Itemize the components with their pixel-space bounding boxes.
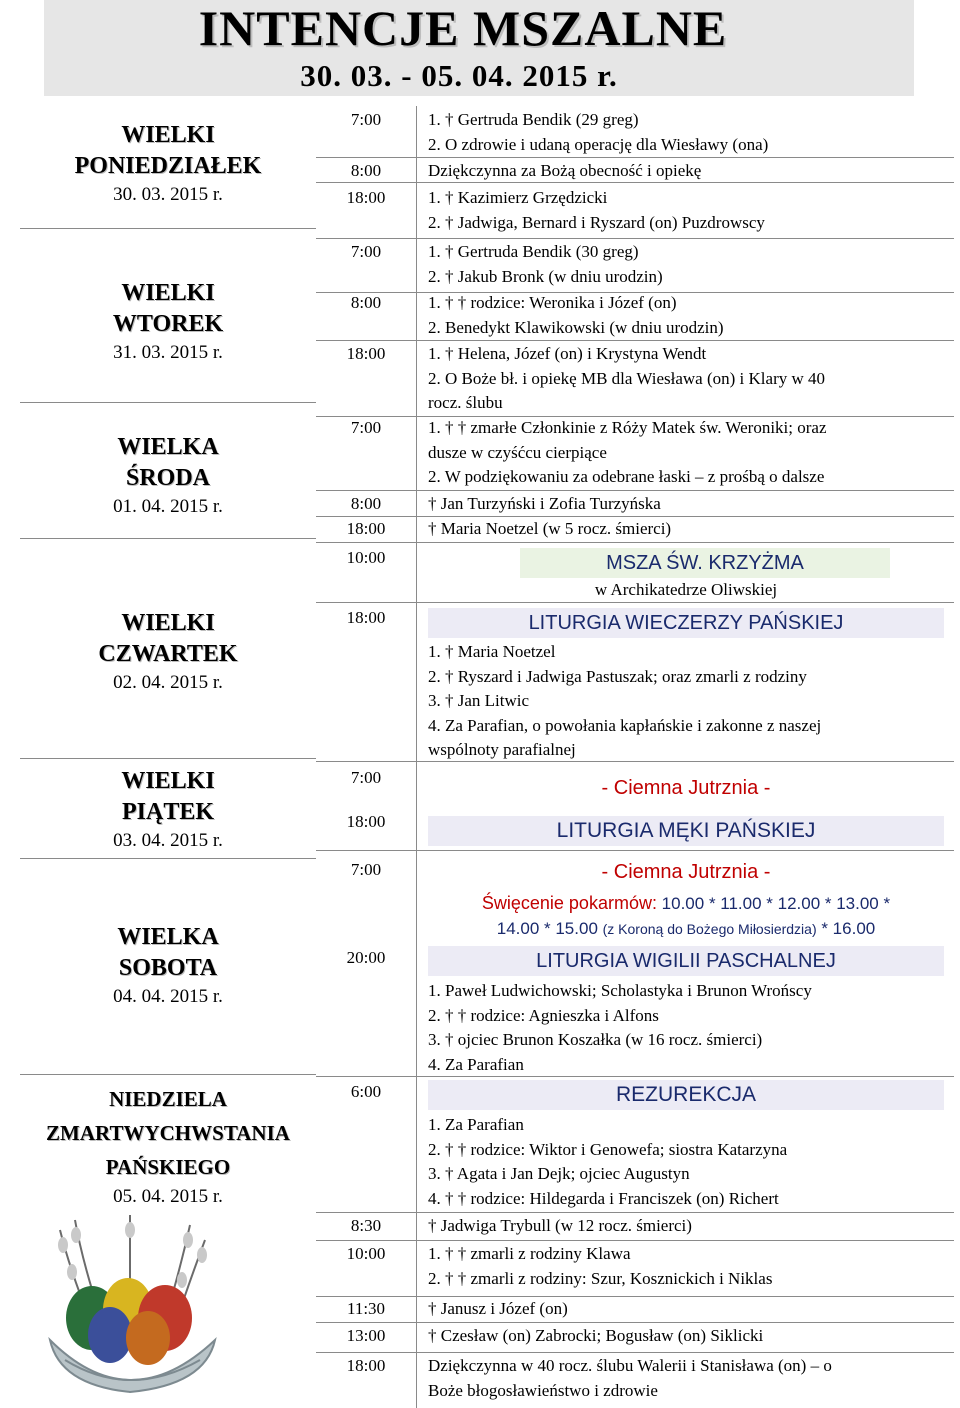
intention-line: † Janusz i Józef (on) [428, 1299, 568, 1318]
day-name: ŚRODA [125, 465, 210, 491]
schedule [316, 106, 954, 1408]
mass-time: 18:00 [346, 608, 386, 627]
mass-time: 8:30 [350, 1216, 382, 1235]
intention-line: 2. † † rodzice: Wiktor i Genowefa; siostra Katarzyna [428, 1139, 788, 1159]
liturgy-banner: LITURGIA MĘKI PAŃSKIEJ [428, 816, 944, 846]
day-name: WIELKI [121, 768, 215, 794]
day-name: PAŃSKIEGO [105, 1155, 231, 1179]
mass-time: 7:00 [350, 860, 382, 879]
day-date: 01. 04. 2015 r. [113, 496, 223, 517]
date-range: 30. 03. - 05. 04. 2015 r. [300, 58, 618, 93]
intention-line: 2. † Jadwiga, Bernard i Ryszard (on) Puzdrowscy [428, 212, 765, 232]
page-title: INTENCJE MSZALNE [198, 0, 728, 56]
intention-line: Boże błogosławieństwo i zdrowie [428, 1380, 658, 1400]
day-date: 05. 04. 2015 r. [113, 1186, 223, 1207]
day-date: 31. 03. 2015 r. [113, 342, 223, 363]
intention-line: † Jan Turzyński i Zofia Turzyńska [428, 494, 661, 513]
intention-line: 2. O Boże bł. i opiekę MB dla Wiesława (on) i Klary w 40 [428, 368, 826, 388]
intention-line: 2. † † zmarli z rodziny: Szur, Kosznickich i Niklas [428, 1268, 773, 1288]
mass-time: 13:00 [346, 1326, 386, 1345]
intention-line: † Maria Noetzel (w 5 rocz. śmierci) [428, 519, 672, 538]
intention-line: 3. † Agata i Jan Dejk; ojciec Augustyn [428, 1164, 690, 1183]
mass-time: 7:00 [350, 768, 382, 787]
liturgy-banner: LITURGIA WIGILII PASCHALNEJ [428, 946, 944, 976]
blessing-hours: 14.00 * 15.00 [496, 918, 603, 938]
day-name: WIELKI [121, 610, 215, 636]
mass-time: 20:00 [346, 948, 386, 967]
intention-line: rocz. ślubu [428, 393, 503, 412]
intention-line: 2. † † rodzice: Agnieszka i Alfons [428, 1005, 659, 1025]
intention-line: Dziękczynna w 40 rocz. ślubu Walerii i Stanisława (on) – o [428, 1356, 832, 1375]
mass-time: 8:00 [350, 494, 382, 513]
intention-line: † Jadwiga Trybull (w 12 rocz. śmierci) [428, 1216, 692, 1235]
day-name: WIELKI [121, 122, 215, 148]
day-name: SOBOTA [118, 955, 218, 981]
mass-time: 18:00 [346, 1356, 386, 1375]
header [44, 0, 914, 96]
mass-time: 7:00 [350, 110, 382, 129]
day-name: WIELKA [117, 924, 219, 950]
mass-time: 8:00 [350, 161, 382, 180]
intention-line: 4. Za Parafian, o powołania kapłańskie i zakonne z naszej [428, 715, 822, 735]
intention-line: 4. † † rodzice: Hildegarda i Franciszek (on) Richert [428, 1188, 779, 1208]
day-tuesday [20, 278, 316, 403]
tenebrae-banner: - Ciemna Jutrznia - [601, 777, 771, 799]
mass-location: w Archikatedrze Oliwskiej [594, 580, 778, 599]
intention-line: 4. Za Parafian [428, 1054, 524, 1074]
intention-line: 2. † Jakub Bronk (w dniu urodzin) [428, 266, 663, 286]
intention-line: 2. † Ryszard i Jadwiga Pastuszak; oraz zmarli z rodziny [428, 666, 807, 686]
day-name: WIELKI [121, 280, 215, 306]
day-name: ZMARTWYCHWSTANIA [46, 1121, 290, 1145]
resurrection-banner: REZUREKCJA [428, 1080, 944, 1110]
day-name: NIEDZIELA [109, 1087, 227, 1111]
day-name: CZWARTEK [98, 641, 238, 667]
intention-line: 1. † † zmarli z rodziny Klawa [428, 1244, 631, 1263]
intention-line: † Czesław (on) Zabrocki; Bogusław (on) Siklicki [428, 1326, 764, 1345]
mass-time: 11:30 [346, 1299, 386, 1318]
day-date: 02. 04. 2015 r. [113, 672, 223, 693]
mass-time: 18:00 [346, 812, 386, 831]
blessing-hours: * 16.00 [816, 918, 876, 938]
intention-line: 1. † Maria Noetzel [428, 642, 556, 661]
intention-line: 2. O zdrowie i udaną operację dla Wiesławy (ona) [428, 134, 769, 154]
blessing-hours: 10.00 * 11.00 * 12.00 * 13.00 * [656, 894, 891, 913]
mass-time: 7:00 [350, 242, 382, 261]
mass-time: 18:00 [346, 344, 386, 363]
intention-line: 1. † Gertruda Bendik (30 greg) [428, 242, 639, 261]
day-name: WTOREK [112, 311, 224, 337]
day-date: 04. 04. 2015 r. [113, 986, 223, 1007]
intention-line: 1. † † zmarłe Członkinie z Róży Matek św. Weroniki; oraz [428, 418, 827, 437]
mass-time: 8:00 [350, 293, 382, 312]
intention-line: 2. Benedykt Klawikowski (w dniu urodzin) [428, 317, 724, 337]
intention-line: 1. † † rodzice: Weronika i Józef (on) [428, 293, 677, 312]
blessing-label: Święcenie pokarmów: [481, 893, 657, 913]
intention-line: 2. W podziękowaniu za odebrane łaski – z prośbą o dalsze [428, 467, 825, 486]
mass-time: 10:00 [346, 548, 386, 567]
day-thursday [20, 608, 316, 759]
day-saturday [20, 922, 316, 1075]
day-sunday [20, 1082, 316, 1212]
intention-line: 1. Za Parafian [428, 1115, 524, 1134]
day-name: PONIEDZIAŁEK [74, 153, 262, 179]
mass-time: 18:00 [346, 519, 386, 538]
intention-line: dusze w czyśćcu cierpiące [428, 442, 607, 462]
mass-time: 6:00 [350, 1082, 382, 1101]
intention-line: 1. Paweł Ludwichowski; Scholastyka i Brunon Wrońscy [428, 981, 812, 1000]
easter-eggs-basket-icon [30, 1210, 230, 1405]
day-date: 03. 04. 2015 r. [113, 830, 223, 851]
intention-line: Dziękczynna za Bożą obecność i opiekę [428, 161, 702, 180]
day-date: 30. 03. 2015 r. [113, 184, 223, 205]
day-friday [20, 766, 316, 859]
intention-line: wspólnoty parafialnej [428, 740, 576, 759]
tenebrae-banner: - Ciemna Jutrznia - [601, 861, 771, 883]
day-monday [20, 120, 316, 229]
intention-line: 1. † Kazimierz Grzędzicki [428, 188, 608, 207]
intention-line: 3. † ojciec Brunon Koszałka (w 16 rocz. śmierci) [428, 1030, 763, 1049]
chrism-mass-banner: MSZA ŚW. KRZYŻMA [520, 548, 890, 578]
mass-time: 18:00 [346, 188, 386, 207]
mass-time: 10:00 [346, 1244, 386, 1263]
mass-time: 7:00 [350, 418, 382, 437]
intention-line: 1. † Gertruda Bendik (29 greg) [428, 110, 639, 129]
day-wednesday [20, 432, 316, 539]
blessing-note: (z Koroną do Bożego Miłosierdzia) [602, 920, 817, 937]
liturgy-banner: LITURGIA WIECZERZY PAŃSKIEJ [428, 608, 944, 638]
intention-line: 3. † Jan Litwic [428, 691, 530, 710]
day-name: PIĄTEK [121, 799, 214, 825]
day-name: WIELKA [117, 434, 219, 460]
intention-line: 1. † Helena, Józef (on) i Krystyna Wendt [428, 344, 707, 363]
